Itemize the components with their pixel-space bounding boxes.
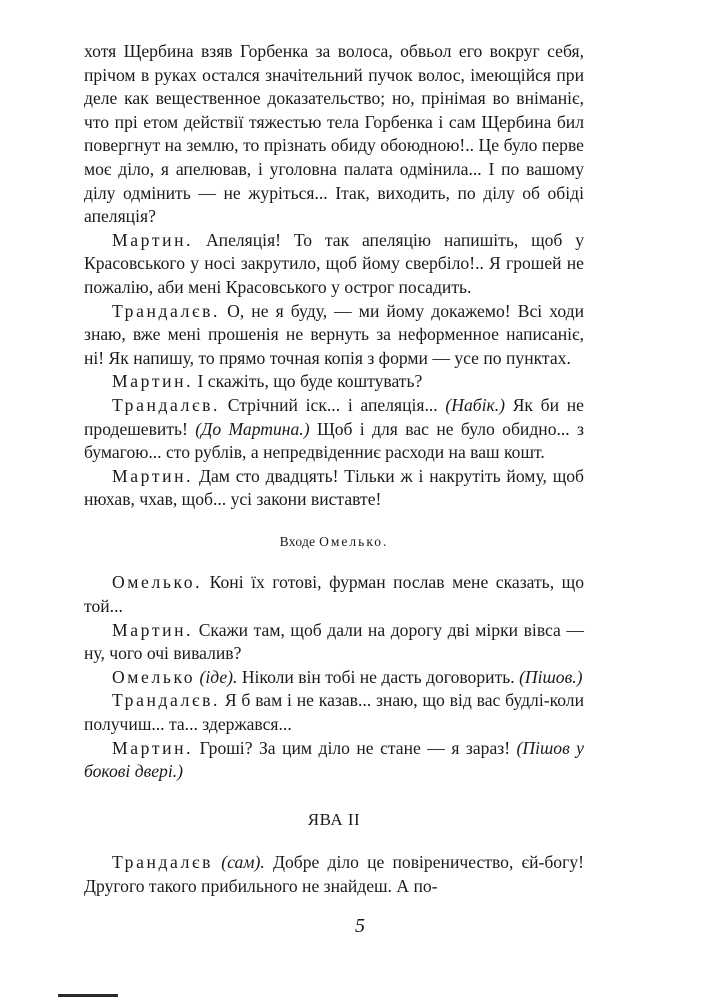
entrance-note: [84, 530, 584, 554]
speaker-name: Трандалєв.: [112, 300, 221, 321]
text: Дам сто двадцять! Тільки ж і накрутіть йому, щоб нюхав, чхав, щоб... усі закони виставте!: [84, 465, 584, 510]
paragraph: [84, 571, 584, 618]
paragraph: [84, 851, 584, 898]
paragraph: [84, 737, 584, 784]
page-body: [84, 40, 584, 899]
text: хотя Щербина взяв Горбенка за волоса, обвьол его вокруг себя, прічом в руках остался значітельний пучок волос, імеющійся при деле как вещественное доказательство; но, прінімая во вніманіє, что прі етом действії тяжестью тела Горбенка і сам Щербина бил повергнут на землю, то прізнать обиду обоюдною!.. Це було перве моє діло, я апелював, і уголовна палата одмінила... І по вашому ділу одмінить — не журіться... Ітак, виходить, по ділу об обіді апеляція?: [84, 41, 584, 227]
text: І скажіть, що буде коштувать?: [193, 371, 423, 392]
speaker-name: Трандалєв.: [112, 394, 221, 415]
text: Щоб і для вас не було обидно... з бумагою... сто рублів, а непредвіденниє расходи на ваш кошт.: [84, 418, 585, 463]
text: Коні їх готові, фурман послав мене сказать, що той...: [84, 572, 584, 617]
stage-direction: (Набік.): [445, 394, 505, 415]
paragraph: [84, 300, 584, 371]
text: Апеляція! То так апеляцію напишіть, щоб у Красовського у носі закрутило, щоб йому свербіло!.. Я грошей не пожалію, аби мені Красовського у острог посадить.: [84, 229, 584, 297]
speaker-name: Мартин.: [112, 737, 194, 758]
text: Як би не продешевить!: [84, 394, 584, 439]
speaker-name: Мартин.: [112, 465, 194, 486]
paragraph: [84, 689, 584, 736]
paragraph: [84, 40, 584, 229]
paragraph: [84, 619, 584, 666]
page-number: 5: [355, 915, 365, 937]
text: Добре діло це повіреничество, єй-богу! Другого такого прибильного не знайдеш. А по-: [84, 852, 584, 896]
speaker-name: Омелько: [112, 666, 196, 687]
paragraph: [84, 666, 584, 690]
speaker-name: Мартин.: [112, 371, 194, 392]
text: Я б вам і не казав... знаю, що від вас будлі-коли получиш... та... здержався...: [84, 690, 584, 735]
speaker-name: Омелько.: [319, 533, 389, 549]
speaker-name: Мартин.: [112, 619, 194, 640]
text: Скажи там, щоб дали на дорогу дві мірки вівса — ну, чого очі вивалив?: [84, 619, 584, 664]
stage-direction: (сам).: [213, 852, 265, 873]
text: О, не я буду, — ми йому докажемо! Всі ходи знаю, вже мені прошенія не вернуть за неформенное написаніє, ні! Як напишу, то прямо точная копія з форми — усе по пунктах.: [84, 300, 584, 368]
speaker-name: Мартин.: [112, 229, 194, 250]
text: Входе: [279, 533, 320, 549]
paragraph: [84, 394, 584, 465]
stage-direction: (Пішов.): [519, 666, 583, 687]
speaker-name: Трандалєв.: [112, 690, 221, 711]
speaker-name: Трандалєв: [112, 852, 214, 873]
paragraph: [84, 465, 584, 512]
stage-direction: (Пішов у бокові двері.): [84, 737, 584, 782]
stage-direction: (іде).: [195, 666, 238, 687]
text: Стрічний іск... і апеляція...: [220, 394, 446, 415]
stage-direction: (До Мартина.): [195, 418, 310, 439]
paragraph: [84, 229, 584, 300]
text: Ніколи він тобі не дасть договорить.: [237, 666, 520, 687]
paragraph: [84, 370, 584, 394]
text: Гроші? За цим діло не стане — я зараз!: [193, 737, 517, 758]
scene-heading: ЯВА II: [307, 809, 361, 829]
scan-edge-mark: [58, 994, 118, 997]
speaker-name: Омелько.: [112, 572, 203, 593]
